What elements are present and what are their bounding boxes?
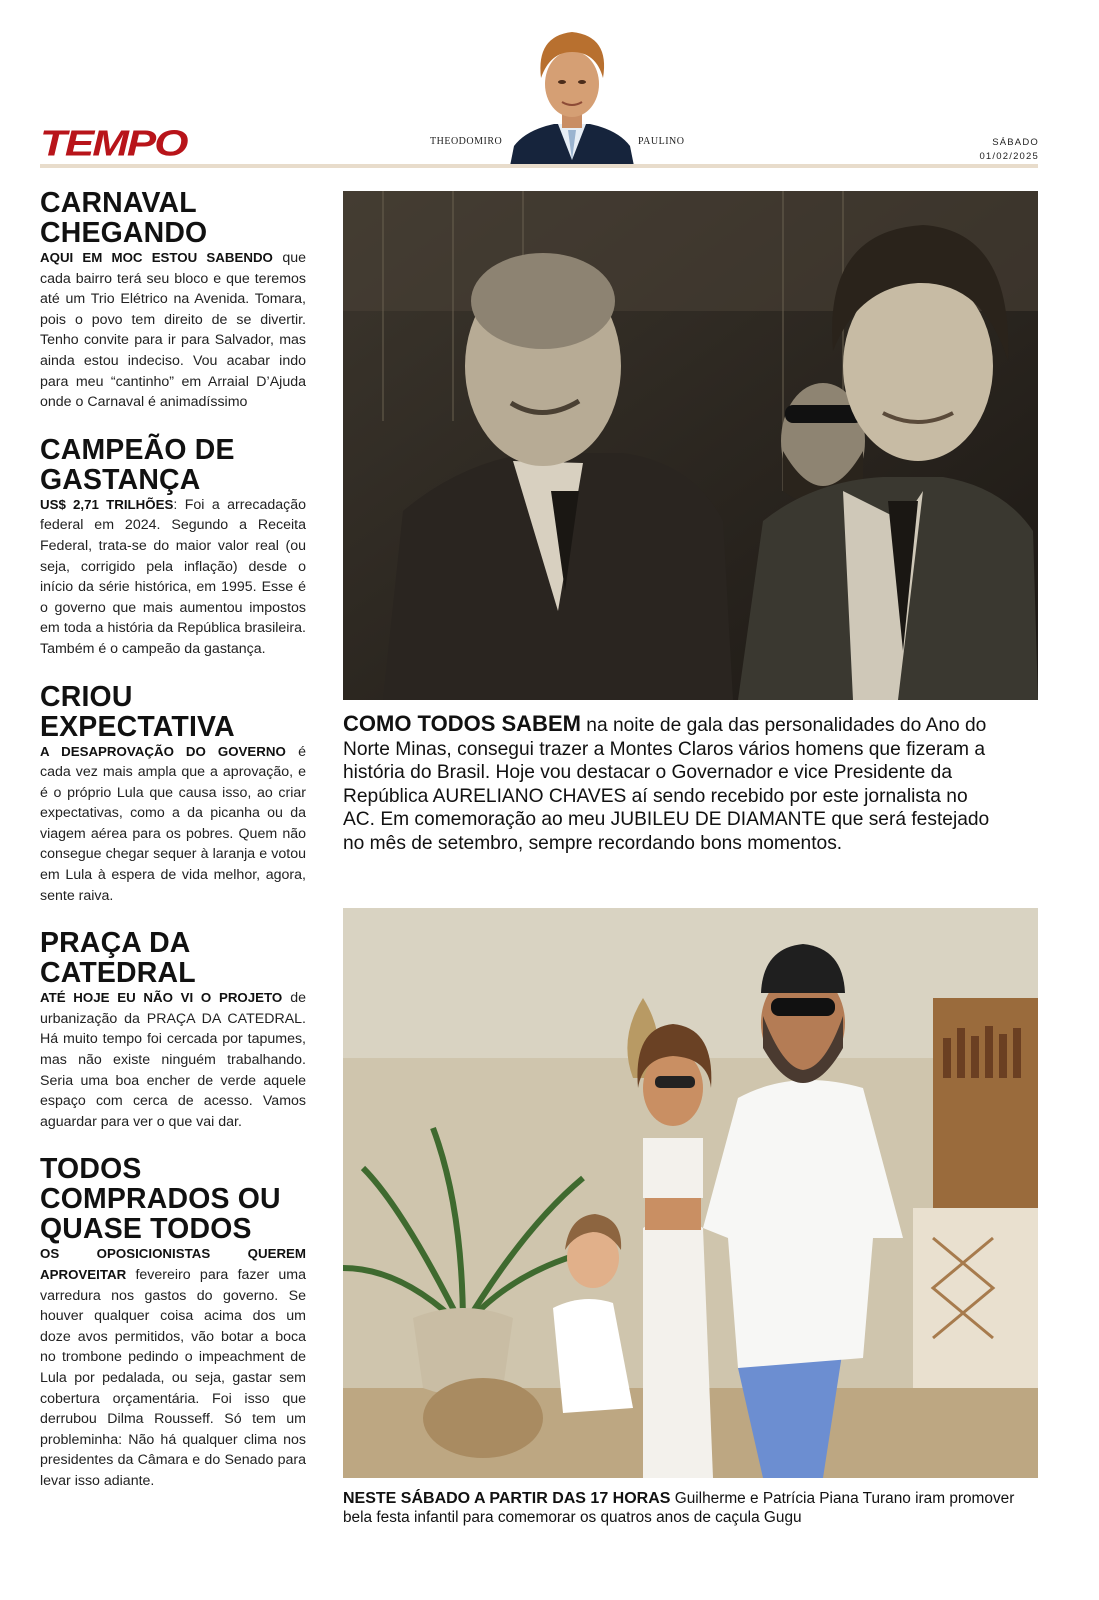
news-text bbox=[40, 1244, 306, 1491]
news-text bbox=[40, 248, 306, 413]
feature-caption-lead: COMO TODOS SABEM bbox=[343, 711, 581, 736]
author-last-name: PAULINO bbox=[638, 136, 685, 147]
news-lead: A DESAPROVAÇÃO DO GOVERNO bbox=[40, 743, 286, 759]
news-headline: CRIOU EXPECTATIVA bbox=[40, 680, 235, 743]
news-body: é cada vez mais ampla que a aprovação, e é o próprio Lula que causa isso, ao criar expectativas, como a da picanha ou da viagem aérea para os pobres. Quem não consegue chegar sequer à laranja e votou em Lula à espera de vida melhor, agora, sente raiva. bbox=[40, 743, 306, 904]
news-column bbox=[40, 188, 306, 1514]
news-lead: US$ 2,71 TRILHÕES bbox=[40, 496, 174, 512]
vintage-photo bbox=[343, 191, 1038, 700]
news-body: de urbanização da PRAÇA DA CATEDRAL. Há muito tempo foi cercada por tapumes, mas não existe ninguém trabalhando. Seria uma boa encher de verde aquele espaço com cerca de acesso. Vamos aguardar para ver o que vai dar. bbox=[40, 990, 306, 1130]
news-text bbox=[40, 988, 306, 1132]
columnist-portrait bbox=[506, 26, 638, 166]
news-lead: ATÉ HOJE EU NÃO VI O PROJETO bbox=[40, 990, 283, 1006]
newspaper-logo: TEMPO bbox=[40, 123, 187, 164]
event-caption bbox=[343, 1489, 1033, 1527]
news-item bbox=[40, 682, 306, 907]
author-first-name: THEODOMIRO bbox=[430, 136, 503, 147]
news-headline: CARNAVAL CHEGANDO bbox=[40, 187, 208, 249]
header-rule bbox=[40, 164, 1038, 168]
news-body: fevereiro para fazer uma varredura nos gastos do governo. Se houver qualquer coisa acima dos um doze avos permitidos, vão botar a boca no trombone pedindo o impeachment de Lula por pedalada, ou seja, gastar sem cobertura orçamentária. Foi isso que derrubou Dilma Rousseff. Só tem um probleminha: Não há qualquer clima nos presidentes da Câmara e do Senado para levar isso adiante. bbox=[40, 1267, 306, 1489]
event-caption-lead: NESTE SÁBADO A PARTIR DAS 17 HORAS bbox=[343, 1490, 671, 1507]
news-body: : Foi a arrecadação federal em 2024. Segundo a Receita Federal, trata-se do maior valor real (ou seja, corrigido pela inflação) desde o início da série histórica, em 1995. Esse é o governo que mais aumentou impostos em toda a história da República brasileira. Também é o campeão da gastança. bbox=[40, 496, 306, 657]
news-item bbox=[40, 1154, 306, 1491]
issue-date: 01/02/2025 bbox=[979, 151, 1039, 162]
news-lead: OS OPOSICIONISTAS QUEREM APROVEITAR bbox=[40, 1246, 306, 1282]
news-item bbox=[40, 435, 306, 660]
issue-day: SÁBADO bbox=[992, 137, 1039, 148]
news-headline: PRAÇA DA CATEDRAL bbox=[40, 927, 196, 990]
feature-caption-body: na noite de gala das personalidades do Ano do Norte Minas, consegui trazer a Montes Claros vários homens que fizeram a história do Brasil. Hoje vou destacar o Governador e vice Presidente da República AURELIANO CHAVES aí sendo recebido por este jornalista no AC. Em comemoração ao meu JUBILEU DE DIAMANTE que será festejado no mês de setembro, sempre recordando bons momentos. bbox=[343, 715, 990, 854]
feature-caption bbox=[343, 712, 1003, 855]
news-lead: AQUI EM MOC ESTOU SABENDO bbox=[40, 250, 273, 265]
news-text bbox=[40, 742, 306, 907]
news-item bbox=[40, 188, 306, 413]
issue-date-block bbox=[979, 136, 1039, 164]
news-text bbox=[40, 495, 306, 660]
news-headline: CAMPEÃO DE GASTANÇA bbox=[40, 433, 235, 496]
news-body: que cada bairro terá seu bloco e que teremos até um Trio Elétrico na Avenida. Tomara, pois o povo tem direito de se divertir. Tenho convite para ir para Salvador, mas ainda estou indeciso. Vou acabar indo para meu “cantinho” em Arraial D’Ajuda onde o Carnaval é animadíssimo bbox=[40, 250, 306, 411]
family-photo bbox=[343, 908, 1038, 1478]
news-item bbox=[40, 928, 306, 1132]
news-headline: TODOS COMPRADOS OU QUASE TODOS bbox=[40, 1153, 281, 1246]
event-caption-body: Guilherme e Patrícia Piana Turano iram promover bela festa infantil para comemorar os quatros anos de caçula Gugu bbox=[343, 1490, 1015, 1526]
